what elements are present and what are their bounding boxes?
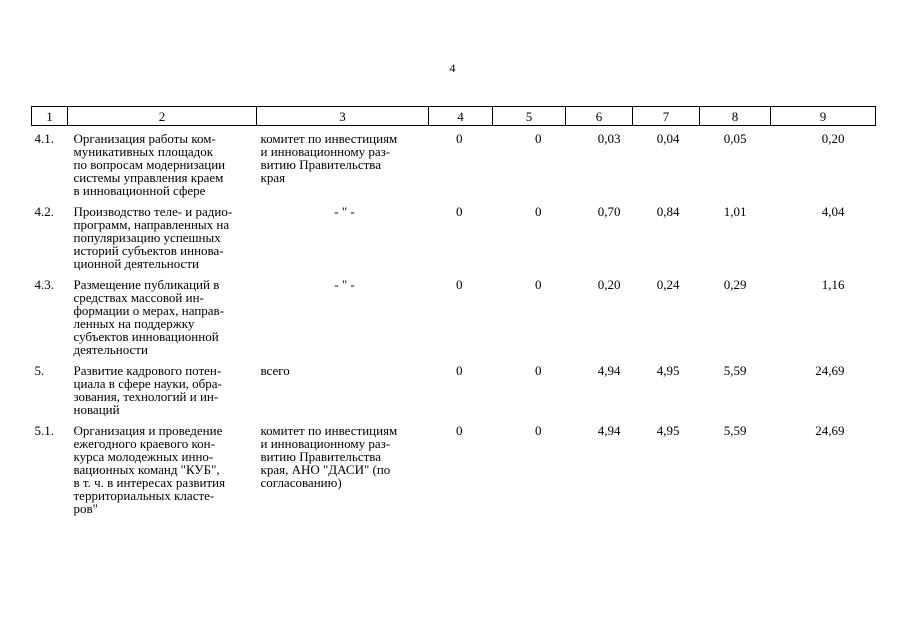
cell-text <box>74 205 257 270</box>
text-line: согласованию) <box>260 475 342 490</box>
text-line: по вопросам модернизации <box>73 157 226 172</box>
value-col-8: 5,59 <box>723 423 747 438</box>
responsible-party: - " - <box>334 277 355 292</box>
page-number: 4 <box>449 61 456 75</box>
text-line: и инновационному раз- <box>260 436 391 451</box>
text-line: ционной деятельности <box>73 256 199 271</box>
value-col-5: 0 <box>535 363 542 378</box>
value-col-7: 4,95 <box>656 423 680 438</box>
measure-name <box>68 423 257 522</box>
text-line: Производство теле- и радио- <box>73 204 233 219</box>
measure-name <box>68 277 257 363</box>
text-line: программ, направленных на <box>73 217 230 232</box>
value-col-9: 1,16 <box>821 277 845 292</box>
text-line: новаций <box>73 402 120 417</box>
text-line: историй субъектов иннова- <box>73 243 224 258</box>
value-col-8: 0,29 <box>723 277 747 292</box>
value-col-9: 24,69 <box>815 363 845 378</box>
cell-text <box>74 278 257 356</box>
header-col-3: 3 <box>257 107 429 126</box>
text-line: циала в сфере науки, обра- <box>73 376 222 391</box>
table-row <box>32 423 876 522</box>
cell-text <box>261 132 429 184</box>
text-line: формации о мерах, направ- <box>73 303 225 318</box>
text-line: муникативных площадок <box>73 144 214 159</box>
value-col-4: 0 <box>456 277 463 292</box>
value-col-8: 5,59 <box>723 363 747 378</box>
text-line: средствах массовой ин- <box>73 290 204 305</box>
cell-text <box>74 424 257 515</box>
value-col-7: 0,04 <box>656 131 680 146</box>
responsible-party: - " - <box>334 204 355 219</box>
value-col-6: 0,70 <box>597 204 621 219</box>
header-col-1: 1 <box>32 107 68 126</box>
value-col-8: 1,01 <box>723 204 747 219</box>
header-col-2: 2 <box>68 107 257 126</box>
value-col-6: 4,94 <box>597 423 621 438</box>
text-line: витию Правительства <box>260 157 382 172</box>
text-line: Организация и проведение <box>73 423 223 438</box>
text-line: курса молодежных инно- <box>73 449 214 464</box>
value-col-5: 0 <box>535 131 542 146</box>
text-line: ежегодного краевого кон- <box>73 436 215 451</box>
text-line: Размещение публикаций в <box>73 277 220 292</box>
table-row <box>32 363 876 423</box>
text-line: края, АНО "ДАСИ" (по <box>260 462 391 477</box>
value-col-9: 4,04 <box>821 204 845 219</box>
value-col-7: 0,84 <box>656 204 680 219</box>
value-col-6: 0,03 <box>597 131 621 146</box>
text-line: системы управления краем <box>73 170 224 185</box>
cell-text <box>261 424 429 489</box>
measure-name <box>68 126 257 205</box>
value-col-8: 0,05 <box>723 131 747 146</box>
cell-text <box>74 364 257 416</box>
text-line: зования, технологий и ин- <box>73 389 219 404</box>
measure-name <box>68 204 257 277</box>
value-col-6: 0,20 <box>597 277 621 292</box>
text-line: витию Правительства <box>260 449 382 464</box>
text-line: популяризацию успешных <box>73 230 221 245</box>
header-col-5: 5 <box>493 107 566 126</box>
header-col-8: 8 <box>700 107 771 126</box>
header-col-6: 6 <box>566 107 633 126</box>
value-col-9: 0,20 <box>821 131 845 146</box>
header-col-9: 9 <box>771 107 876 126</box>
value-col-4: 0 <box>456 363 463 378</box>
row-number: 4.2. <box>34 204 54 219</box>
row-number: 5.1. <box>34 423 54 438</box>
table-row <box>32 126 876 205</box>
text-line: Организация работы ком- <box>73 131 216 146</box>
text-line: в инновационной сфере <box>73 183 206 198</box>
row-number: 4.1. <box>34 131 54 146</box>
responsible-party <box>257 423 429 522</box>
text-line: края <box>260 170 286 185</box>
text-line: и инновационному раз- <box>260 144 391 159</box>
value-col-4: 0 <box>456 131 463 146</box>
row-number: 5. <box>34 363 45 378</box>
text-line: комитет по инвестициям <box>260 131 398 146</box>
cell-text <box>74 132 257 197</box>
text-line: субъектов инновационной <box>73 329 219 344</box>
text-line: ленных на поддержку <box>73 316 195 331</box>
value-col-5: 0 <box>535 423 542 438</box>
measure-name <box>68 363 257 423</box>
text-line: ров" <box>73 501 98 516</box>
value-col-4: 0 <box>456 423 463 438</box>
table-header-row <box>32 107 876 126</box>
text-line: вационных команд "КУБ", <box>73 462 220 477</box>
program-table <box>31 106 876 522</box>
text-line: деятельности <box>73 342 148 357</box>
responsible-party <box>257 126 429 205</box>
header-col-7: 7 <box>633 107 700 126</box>
responsible-party: всего <box>260 363 290 378</box>
text-line: в т. ч. в интересах развития <box>73 475 226 490</box>
text-line: Развитие кадрового потен- <box>73 363 222 378</box>
text-line: территориальных класте- <box>73 488 215 503</box>
row-number: 4.3. <box>34 277 54 292</box>
text-line: комитет по инвестициям <box>260 423 398 438</box>
value-col-5: 0 <box>535 204 542 219</box>
value-col-7: 4,95 <box>656 363 680 378</box>
value-col-6: 4,94 <box>597 363 621 378</box>
value-col-7: 0,24 <box>656 277 680 292</box>
header-col-4: 4 <box>429 107 493 126</box>
value-col-4: 0 <box>456 204 463 219</box>
value-col-5: 0 <box>535 277 542 292</box>
value-col-9: 24,69 <box>815 423 845 438</box>
table-row <box>32 204 876 277</box>
table-row <box>32 277 876 363</box>
